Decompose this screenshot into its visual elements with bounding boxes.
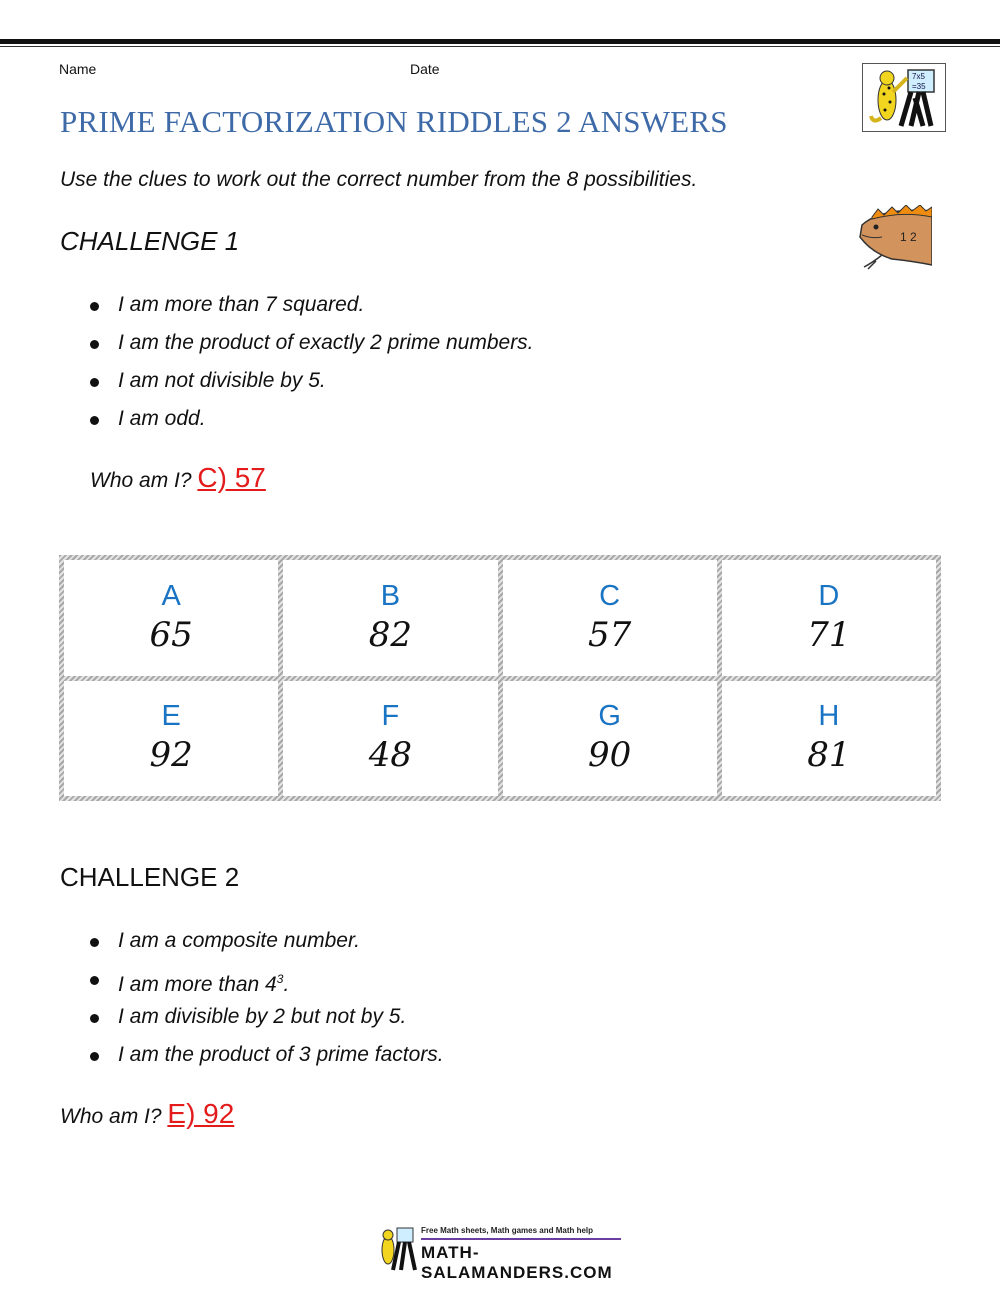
salamander-teacher-logo (862, 63, 946, 132)
option-value: 92 (149, 735, 193, 776)
footer-brand (375, 1226, 625, 1282)
footer-divider (421, 1238, 621, 1240)
clue: I am the product of exactly 2 prime numbers. (90, 329, 534, 367)
option-letter: D (818, 579, 840, 612)
option-value: 71 (807, 614, 851, 655)
clue (90, 965, 444, 1003)
exponent: 3 (276, 972, 284, 986)
option-value: 57 (587, 614, 632, 655)
challenge-1-clues (90, 291, 534, 443)
lizard-icon (852, 205, 932, 271)
challenge-2-heading: CHALLENGE 2 (60, 862, 240, 892)
option-cell (722, 681, 936, 797)
svg-text:1 2: 1 2 (900, 230, 917, 244)
option-letter: F (381, 700, 400, 733)
option-letter: H (818, 700, 840, 733)
top-rule-thick (0, 39, 1000, 44)
options-grid (59, 555, 941, 801)
clue: I am not divisible by 5. (90, 367, 534, 405)
challenge-2-clues (90, 927, 444, 1079)
option-cell (64, 681, 278, 797)
date-label: Date (410, 61, 440, 77)
clue: I am divisible by 2 but not by 5. (90, 1003, 444, 1041)
instructions: Use the clues to work out the correct number from the 8 possibilities. (60, 168, 698, 191)
svg-text:=35: =35 (912, 82, 926, 91)
clue: I am a composite number. (90, 927, 444, 965)
option-letter: G (598, 700, 621, 733)
challenge-1-answer-line (90, 462, 266, 494)
clue-text: I am more than 4 (118, 973, 277, 996)
option-letter: C (599, 579, 621, 612)
lizard-illustration (852, 205, 932, 271)
challenge-1-answer: C) 57 (197, 462, 266, 493)
footer-site-name: MATH-SALAMANDERS.COM (421, 1243, 613, 1282)
svg-text:7x5: 7x5 (912, 72, 925, 81)
page-title: PRIME FACTORIZATION RIDDLES 2 ANSWERS (60, 104, 728, 139)
option-cell (503, 681, 717, 797)
salamander-icon (863, 64, 945, 131)
option-cell (283, 560, 497, 676)
who-am-i-label: Who am I? (90, 469, 192, 492)
clue: I am odd. (90, 405, 534, 443)
challenge-1-heading: CHALLENGE 1 (60, 226, 240, 256)
clue-suffix: . (283, 973, 290, 996)
footer-salamander-icon (375, 1226, 419, 1272)
option-value: 82 (368, 614, 412, 655)
option-value: 65 (149, 614, 193, 655)
option-cell (283, 681, 497, 797)
who-am-i-label: Who am I? (60, 1105, 162, 1128)
name-label: Name (59, 61, 97, 77)
footer-tagline: Free Math sheets, Math games and Math help (421, 1226, 594, 1235)
challenge-2-answer: E) 92 (167, 1098, 235, 1129)
option-value: 90 (587, 735, 632, 776)
option-letter: E (161, 700, 181, 733)
clue: I am more than 7 squared. (90, 291, 534, 329)
option-cell (64, 560, 278, 676)
option-cell (503, 560, 717, 676)
top-rule-thin (0, 46, 1000, 47)
option-value: 81 (807, 735, 851, 776)
clue: I am the product of 3 prime factors. (90, 1041, 444, 1079)
option-cell (722, 560, 936, 676)
option-letter: A (161, 579, 181, 612)
option-value: 48 (368, 735, 412, 776)
option-letter: B (380, 579, 401, 612)
challenge-2-answer-line (60, 1098, 234, 1130)
